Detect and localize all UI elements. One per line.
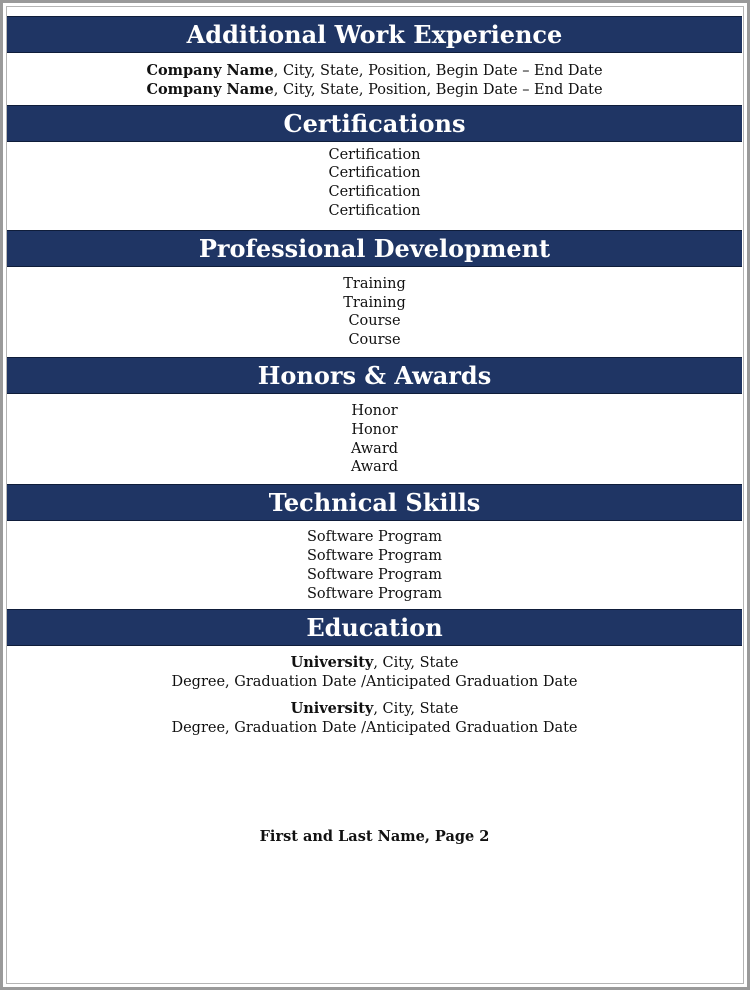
section-body-skills [7,521,742,609]
resume-page [7,16,742,738]
page-footer: First and Last Name, Page 2 [259,828,490,845]
section-header-work: Additional Work Experience [7,16,742,53]
education-entry [7,654,742,692]
section-header-education: Education [7,609,742,646]
development-item: Training [343,275,406,292]
section-body-education [7,646,742,737]
school-line [7,654,742,673]
development-item: Course [348,313,401,330]
section-body-work [7,53,742,105]
section-body-development [7,267,742,357]
company-name: Company Name [146,62,274,79]
honor-item: Award [350,459,399,476]
honor-item: Honor [351,421,398,438]
company-name: Company Name [146,80,274,98]
section-header-honors: Honors & Awards [7,357,742,394]
skill-item: Software Program [306,585,443,602]
certification-item: Certification [328,184,421,201]
skill-item: Software Program [306,566,443,583]
section-body-honors [7,394,742,484]
school-location: , City, State [373,700,459,717]
skill-item: Software Program [306,547,443,564]
school-name: University [290,654,374,672]
honor-item: Honor [351,402,398,419]
section-body-certifications [7,142,742,230]
school-name: University [290,699,374,717]
work-details: , City, State, Position, Begin Date – End Date [273,63,603,79]
section-header-certifications: Certifications [7,105,742,142]
work-entry [7,62,742,81]
certification-item: Certification [328,165,421,182]
school-line [7,700,742,719]
school-location: , City, State [373,655,459,672]
degree-line: Degree, Graduation Date /Anticipated Graduation Date [171,674,578,691]
work-details: , City, State, Position, Begin Date – End Date [273,81,603,98]
certification-item: Certification [328,202,421,219]
certification-item: Certification [328,146,421,163]
degree-line: Degree, Graduation Date /Anticipated Graduation Date [171,719,578,736]
work-entry [7,81,742,100]
honor-item: Award [350,440,399,457]
development-item: Course [348,332,401,349]
skill-item: Software Program [306,529,443,546]
section-header-skills: Technical Skills [7,484,742,521]
development-item: Training [343,294,406,311]
education-entry [7,700,742,738]
section-header-development: Professional Development [7,230,742,267]
